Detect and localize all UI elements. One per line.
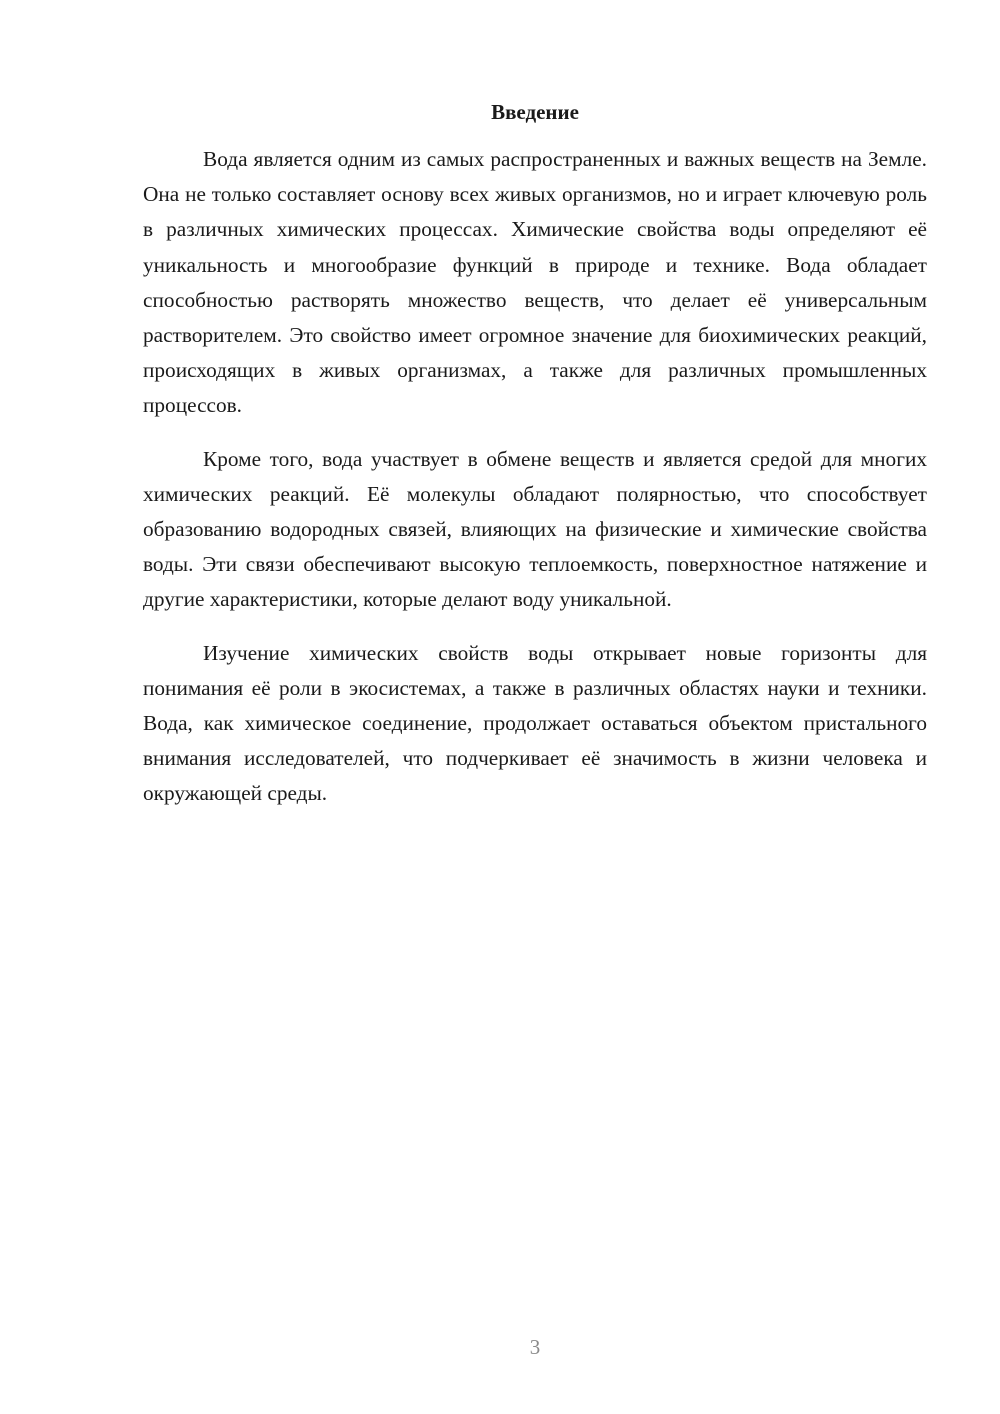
- page-number: 3: [529, 1335, 541, 1359]
- paragraph: Изучение химических свойств воды открывает новые горизонты для понимания её роли в экосистемах, а также в различных областях науки и техники. Вода, как химическое соединение, продолжает оставаться объектом пристального внимания исследователей, что подчеркивает её значимость в жизни человека и окружающей среды.: [143, 640, 927, 806]
- paragraph: Вода является одним из самых распространенных и важных веществ на Земле. Она не только составляет основу всех живых организмов, но и играет ключевую роль в различных химических процессах. Химические свойства воды определяют её уникальность и многообразие функций в природе и технике. Вода обладает способностью растворять множество веществ, что делает её универсальным растворителем. Это свойство имеет огромное значение для биохимических реакций, происходящих в живых организмах, а также для различных промышленных процессов.: [143, 147, 927, 418]
- section-heading: Введение: [491, 100, 579, 124]
- paragraph: Кроме того, вода участвует в обмене веществ и является средой для многих химических реакций. Её молекулы обладают полярностью, что способствует образованию водородных связей, влияющих на физические и химические свойства воды. Эти связи обеспечивают высокую теплоемкость, поверхностное натяжение и другие характеристики, которые делают воду уникальной.: [143, 446, 927, 612]
- body-text: [143, 142, 927, 830]
